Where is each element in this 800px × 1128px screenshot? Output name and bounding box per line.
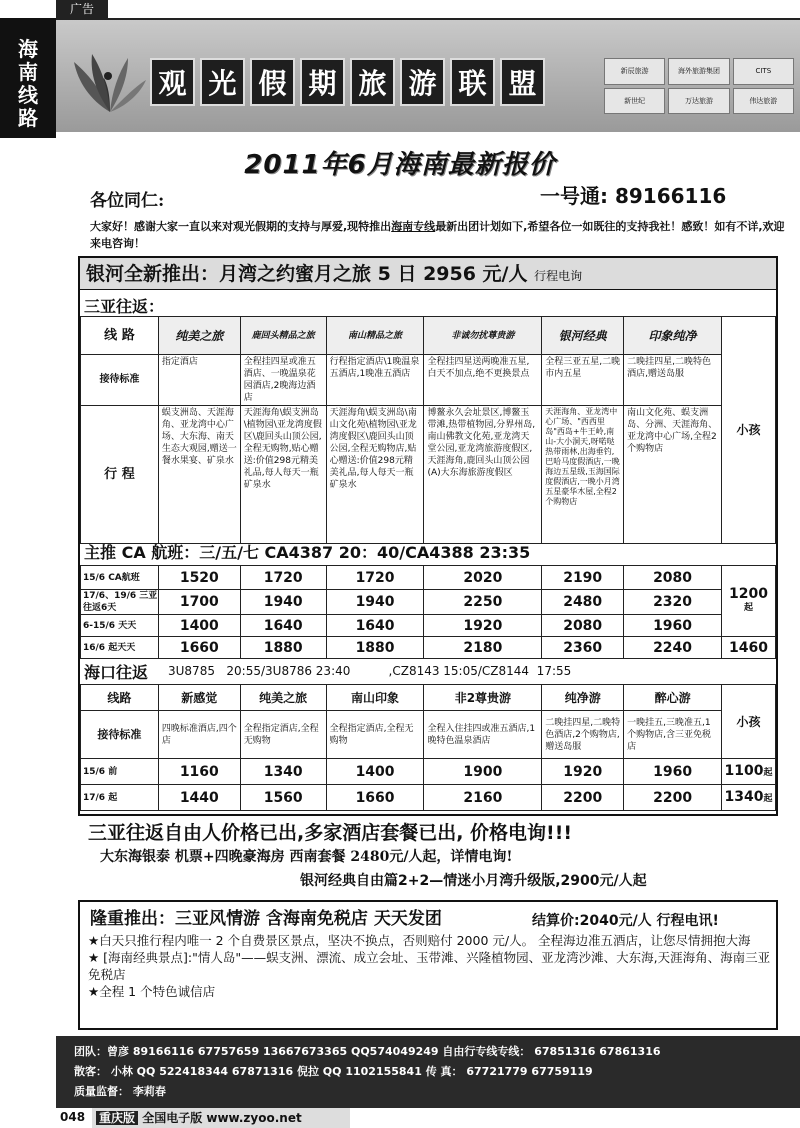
intro-text [90, 218, 790, 252]
route-header: 醉心游 [624, 685, 722, 711]
route-header: 非2尊贵游 [424, 685, 542, 711]
side-char: 路 [18, 106, 38, 130]
itin-cell: 蜈支洲岛、天涯海角、亚龙湾中心广场、大东海、南天生态大观园,赠送一餐水果宴、矿泉水 [158, 406, 240, 544]
child-price-suffix: 起 [743, 603, 753, 613]
price-cell: 2480 [542, 590, 624, 615]
price-cell: 1880 [240, 637, 326, 659]
std-label: 接待标准 [81, 355, 159, 406]
title-tile: 观 [150, 58, 195, 106]
peacock-logo-icon [70, 52, 148, 116]
price-cell: 1720 [326, 566, 424, 590]
route-header: 南山印象 [326, 685, 424, 711]
free-trip-classic: 银河经典自由篇2+2—情迷小月湾升级版,2900元/人起 [300, 873, 647, 889]
promo-bullet: ★ [海南经典景点]:"情人岛"——蜈支洲、漂流、成立会址、玉带滩、兴隆植物园、亚龙湾沙滩、大东海,天涯海角、海南三亚免税店 [88, 950, 771, 982]
partner-logo: 新辰旅游 [604, 58, 665, 85]
flight-info: 主推 CA 航班：三/五/七 CA4387 20：40/CA4388 23:35 [84, 543, 531, 562]
child-label: 小孩 [722, 685, 776, 759]
child-price-cell [721, 566, 775, 637]
promo-price: 结算价:2040元/人 行程电讯! [532, 913, 719, 929]
page-number: 048 [60, 1110, 86, 1124]
line-label: 线路 [81, 685, 159, 711]
price-cell: 1660 [158, 637, 240, 659]
promo-honeymoon [80, 258, 776, 290]
partner-logos [604, 58, 794, 114]
free-trip-package: 大东海银泰 机票+四晚豪海房 西南套餐 2480元/人起，详情电询! [100, 849, 513, 865]
sanya-title: 三亚往返： [84, 297, 165, 316]
side-char: 线 [18, 83, 38, 107]
child-price-cell [722, 759, 776, 785]
title-tile: 光 [200, 58, 245, 106]
price-cell: 2200 [624, 785, 722, 811]
price-cell: 1960 [624, 615, 722, 637]
free-trip-headline: 三亚往返自由人价格已出,多家酒店套餐已出, 价格电询!!! [88, 822, 573, 844]
route-header: 鹿回头精品之旅 [240, 317, 326, 355]
itin-cell: 天涯海角\蜈支洲岛\植物园\亚龙湾度假区\鹿回头山顶公园,全程无购物,贴心赠送:价值298元精美礼品,每人每天一瓶矿泉水 [240, 406, 326, 544]
std-cell: 指定酒店 [158, 355, 240, 406]
price-cell: 1340 [240, 759, 326, 785]
price-cell: 2080 [624, 566, 722, 590]
child-price: 1100 [724, 762, 764, 779]
intro-post: 最新出团计划如下,希望各位一如既往的支持我社！感致！如有不详,欢迎来电咨询！ [90, 220, 785, 250]
title-tile: 游 [400, 58, 445, 106]
price-cell: 1940 [240, 590, 326, 615]
promo-sub: 行程电询 [534, 269, 583, 283]
price-cell: 2190 [542, 566, 624, 590]
title-tile: 期 [300, 58, 345, 106]
price-cell: 2320 [624, 590, 722, 615]
child-price-suffix: 起 [763, 767, 773, 778]
itin-cell: 天涯海角、亚龙湾中心广场、"西西里岛"西岛+牛王岭,南山-大小洞天,呀喏哒热带雨林,出海垂钓,巴哈马度假酒店,一晚海边五星级,玉海国际度假酒店,一晚小月湾五星豪华木屋,全程2个购物店 [542, 406, 624, 544]
partner-logo: 海外旅游集团 [668, 58, 729, 85]
price-cell: 2240 [624, 637, 722, 659]
route-header: 纯净游 [542, 685, 624, 711]
contact-quality: 质量监督： 李莉春 [74, 1085, 166, 1098]
std-cell: 全程指定酒店,全程无购物 [326, 711, 424, 759]
std-cell: 二晚挂四星,二晚特色酒店,2个购物店,赠送岛服 [542, 711, 624, 759]
child-price-cell: 1460 [721, 637, 775, 659]
line-label: 线 路 [81, 317, 159, 355]
promo-bullet: ★全程 1 个特色诚信店 [88, 984, 216, 999]
price-row-label: 17/6、19/6 三亚往返6天 [81, 590, 159, 615]
page-title: 2011年6月海南最新报价 [244, 150, 556, 180]
itin-label: 行 程 [81, 406, 159, 544]
contact-team: 团队：曾彦 89166116 67757659 13667673365 QQ574049249 自由行专线专线： 67851316 67861316 [74, 1045, 661, 1058]
itin-cell: 博鳌永久会址景区,博鳌玉带滩,热带植物园,分界州岛,南山佛教文化苑,亚龙湾天堂公园,亚龙湾旅游度假区,天涯海角,鹿回头山顶公园(A)大东海旅游度假区 [424, 406, 542, 544]
price-cell: 1940 [326, 590, 424, 615]
std-cell: 行程指定酒店\1晚温泉五酒店,1晚准五酒店 [326, 355, 424, 406]
route-header: 纯美之旅 [158, 317, 240, 355]
std-cell: 全程三亚五星,二晚市内五星 [542, 355, 624, 406]
side-label [0, 18, 56, 138]
price-cell: 1700 [158, 590, 240, 615]
price-cell: 2180 [424, 637, 542, 659]
partner-logo: CITS [733, 58, 794, 85]
price-row-label: 16/6 起天天 [81, 637, 159, 659]
child-price: 1340 [724, 788, 764, 805]
child-price-suffix: 起 [763, 793, 773, 804]
promo-bullet: ★白天只推行程内唯一 2 个自费景区景点，坚决不换点，否则赔付 2000 元/人。 全程海边准五酒店，让您尽情拥抱大海 [88, 933, 751, 948]
std-cell: 全程入住挂四或准五酒店,1晚特色温泉酒店 [424, 711, 542, 759]
price-cell: 1560 [240, 785, 326, 811]
std-cell: 全程挂四星或准五酒店、一晚温泉花园酒店,2晚海边酒店 [240, 355, 326, 406]
ad-tag: 广告 [56, 0, 108, 18]
price-cell: 1400 [158, 615, 240, 637]
partner-logo: 伟达旅游 [733, 88, 794, 115]
price-cell: 1520 [158, 566, 240, 590]
price-row-label: 6-15/6 天天 [81, 615, 159, 637]
price-cell: 1400 [326, 759, 424, 785]
title-tile: 旅 [350, 58, 395, 106]
std-cell: 全程指定酒店,全程无购物 [240, 711, 326, 759]
price-cell: 2200 [542, 785, 624, 811]
price-cell: 1660 [326, 785, 424, 811]
promo-title: 隆重推出：三亚风情游 含海南免税店 天天发团 [90, 909, 442, 929]
child-price: 1200 [729, 586, 768, 602]
intro-pre: 大家好！感谢大家一直以来对观光假期的支持与厚爱,现特推出 [90, 220, 392, 233]
contact-individual: 散客： 小林 QQ 522418344 67871316 倪拉 QQ 1102155841 传 真： 67721779 67759119 [74, 1065, 593, 1078]
price-cell: 2020 [424, 566, 542, 590]
haikou-title: 海口往返 [84, 663, 149, 682]
price-row-label: 15/6 前 [81, 759, 159, 785]
price-cell: 2160 [424, 785, 542, 811]
std-label: 接待标准 [81, 711, 159, 759]
route-header: 印象纯净 [624, 317, 722, 355]
price-cell: 1640 [326, 615, 424, 637]
partner-logo: 万达旅游 [668, 88, 729, 115]
route-header: 非诚勿扰尊贵游 [424, 317, 542, 355]
side-char: 海 [18, 37, 38, 61]
route-header: 银河经典 [542, 317, 624, 355]
price-cell: 1920 [542, 759, 624, 785]
std-cell: 二晚挂四星,二晚特色酒店,赠送岛服 [624, 355, 722, 406]
banner-title [150, 58, 545, 106]
title-tile: 联 [450, 58, 495, 106]
sanya-table [80, 316, 776, 659]
price-cell: 1960 [624, 759, 722, 785]
price-cell: 2250 [424, 590, 542, 615]
price-cell: 1440 [158, 785, 240, 811]
title-tile: 盟 [500, 58, 545, 106]
title-tile: 假 [250, 58, 295, 106]
price-cell: 2080 [542, 615, 624, 637]
partner-logo: 新世纪 [604, 88, 665, 115]
price-cell: 2360 [542, 637, 624, 659]
price-cell: 1880 [326, 637, 424, 659]
edition-label [92, 1108, 350, 1128]
promo-body [88, 932, 774, 1000]
route-header: 南山精品之旅 [326, 317, 424, 355]
std-cell: 一晚挂五,三晚准五,1个购物店,含三亚免税店 [624, 711, 722, 759]
edition-city: 重庆版 [96, 1111, 138, 1125]
hotline: 一号通: 89166116 [540, 184, 727, 208]
itin-cell: 天涯海角\蜈支洲岛\南山文化苑\植物园\亚龙湾度假区\鹿回头山顶公园,全程无购物店,贴心赠送:价值298元精美礼品,每人每天一瓶矿泉水 [326, 406, 424, 544]
std-cell: 全程挂四星送两晚准五星,白天不加点,绝不更换景点 [424, 355, 542, 406]
intro-highlight: 海南专线 [391, 220, 436, 233]
price-cell: 1720 [240, 566, 326, 590]
promo-text: 银河全新推出：月湾之约蜜月之旅 5 日 2956 元/人 [86, 263, 528, 285]
price-cell: 1640 [240, 615, 326, 637]
contact-footer [56, 1036, 800, 1108]
side-char: 南 [18, 60, 38, 84]
greeting: 各位同仁: [90, 191, 165, 211]
price-cell: 1920 [424, 615, 542, 637]
price-cell: 1160 [158, 759, 240, 785]
price-cell: 1900 [424, 759, 542, 785]
haikou-table [80, 684, 776, 811]
route-header: 纯美之旅 [240, 685, 326, 711]
price-row-label: 15/6 CA航班 [81, 566, 159, 590]
price-row-label: 17/6 起 [81, 785, 159, 811]
std-cell: 四晚标准酒店,四个店 [158, 711, 240, 759]
edition-text: 全国电子版 www.zyoo.net [142, 1111, 302, 1125]
itin-cell: 南山文化苑、蜈支洲岛、分洲、天涯海角、亚龙湾中心广场,全程2个购物店 [624, 406, 722, 544]
route-header: 新感觉 [158, 685, 240, 711]
child-label: 小孩 [721, 317, 775, 544]
child-price-cell [722, 785, 776, 811]
haikou-flights: 3U8785 20:55/3U8786 23:40 ,CZ8143 15:05/CZ8144 17:55 [168, 664, 572, 678]
